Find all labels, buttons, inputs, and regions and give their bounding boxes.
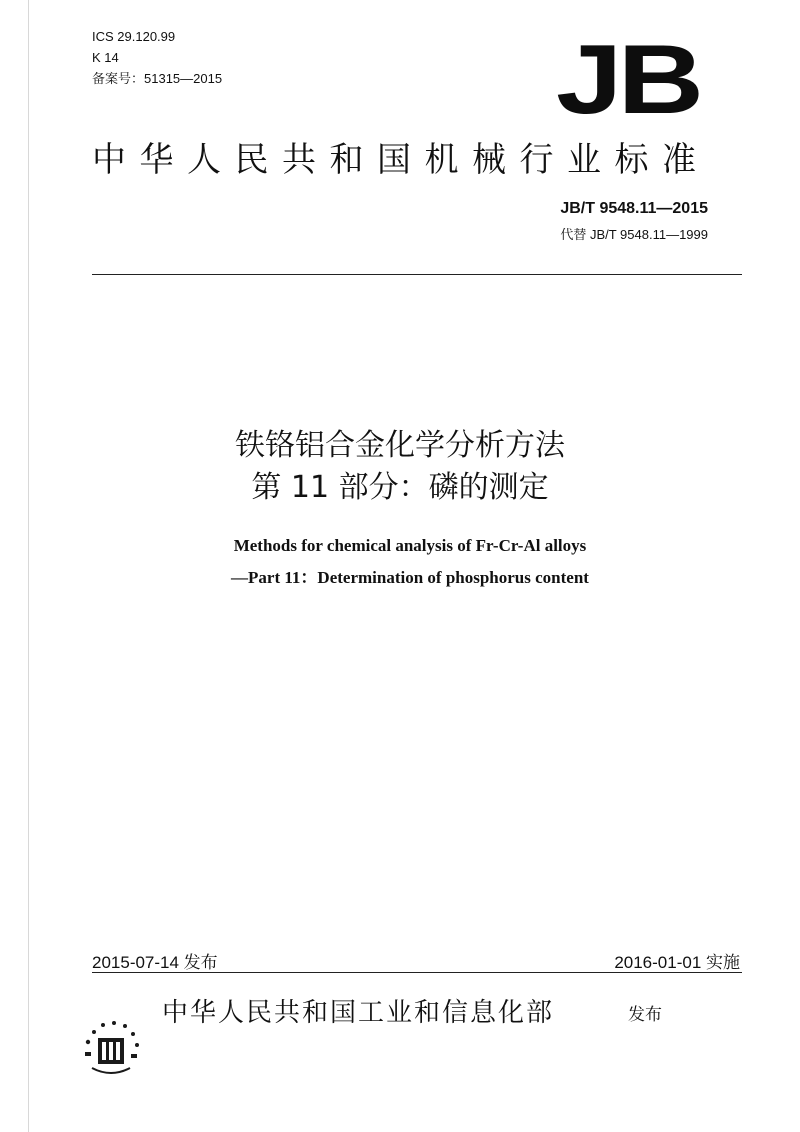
ics-code: ICS 29.120.99 (92, 29, 176, 44)
title-cn-line2: 第 11 部分：磷的测定 (251, 470, 549, 505)
issuer-suffix: 发布 (628, 1005, 662, 1025)
title-cn-line1: 铁铬铝合金化学分析方法 (235, 428, 565, 463)
standard-type-heading: 中华人民共和国机械行业标准 (92, 140, 710, 180)
issuer-name: 中华人民共和国工业和信息化部 (162, 998, 555, 1028)
meta-block (92, 26, 222, 89)
bottom-divider (92, 972, 742, 973)
class-code: K 14 (92, 50, 119, 65)
title-en-line2: —Part 11：Determination of phosphorus content (231, 568, 589, 587)
standard-code: JB/T 9548.11—2015 (560, 200, 708, 217)
record-number: 备案号：51315—2015 (92, 71, 223, 86)
top-divider (92, 274, 742, 275)
implementation-date: 2016-01-01 实施 (614, 953, 740, 972)
title-en-line1: Methods for chemical analysis of Fr-Cr-Al alloys (233, 536, 587, 555)
jb-logo: JB (556, 24, 700, 134)
ministry-seal-icon (74, 1012, 148, 1084)
replaced-standard-code: 代替 JB/T 9548.11—1999 (560, 227, 708, 242)
release-date: 2015-07-14 发布 (92, 953, 218, 972)
